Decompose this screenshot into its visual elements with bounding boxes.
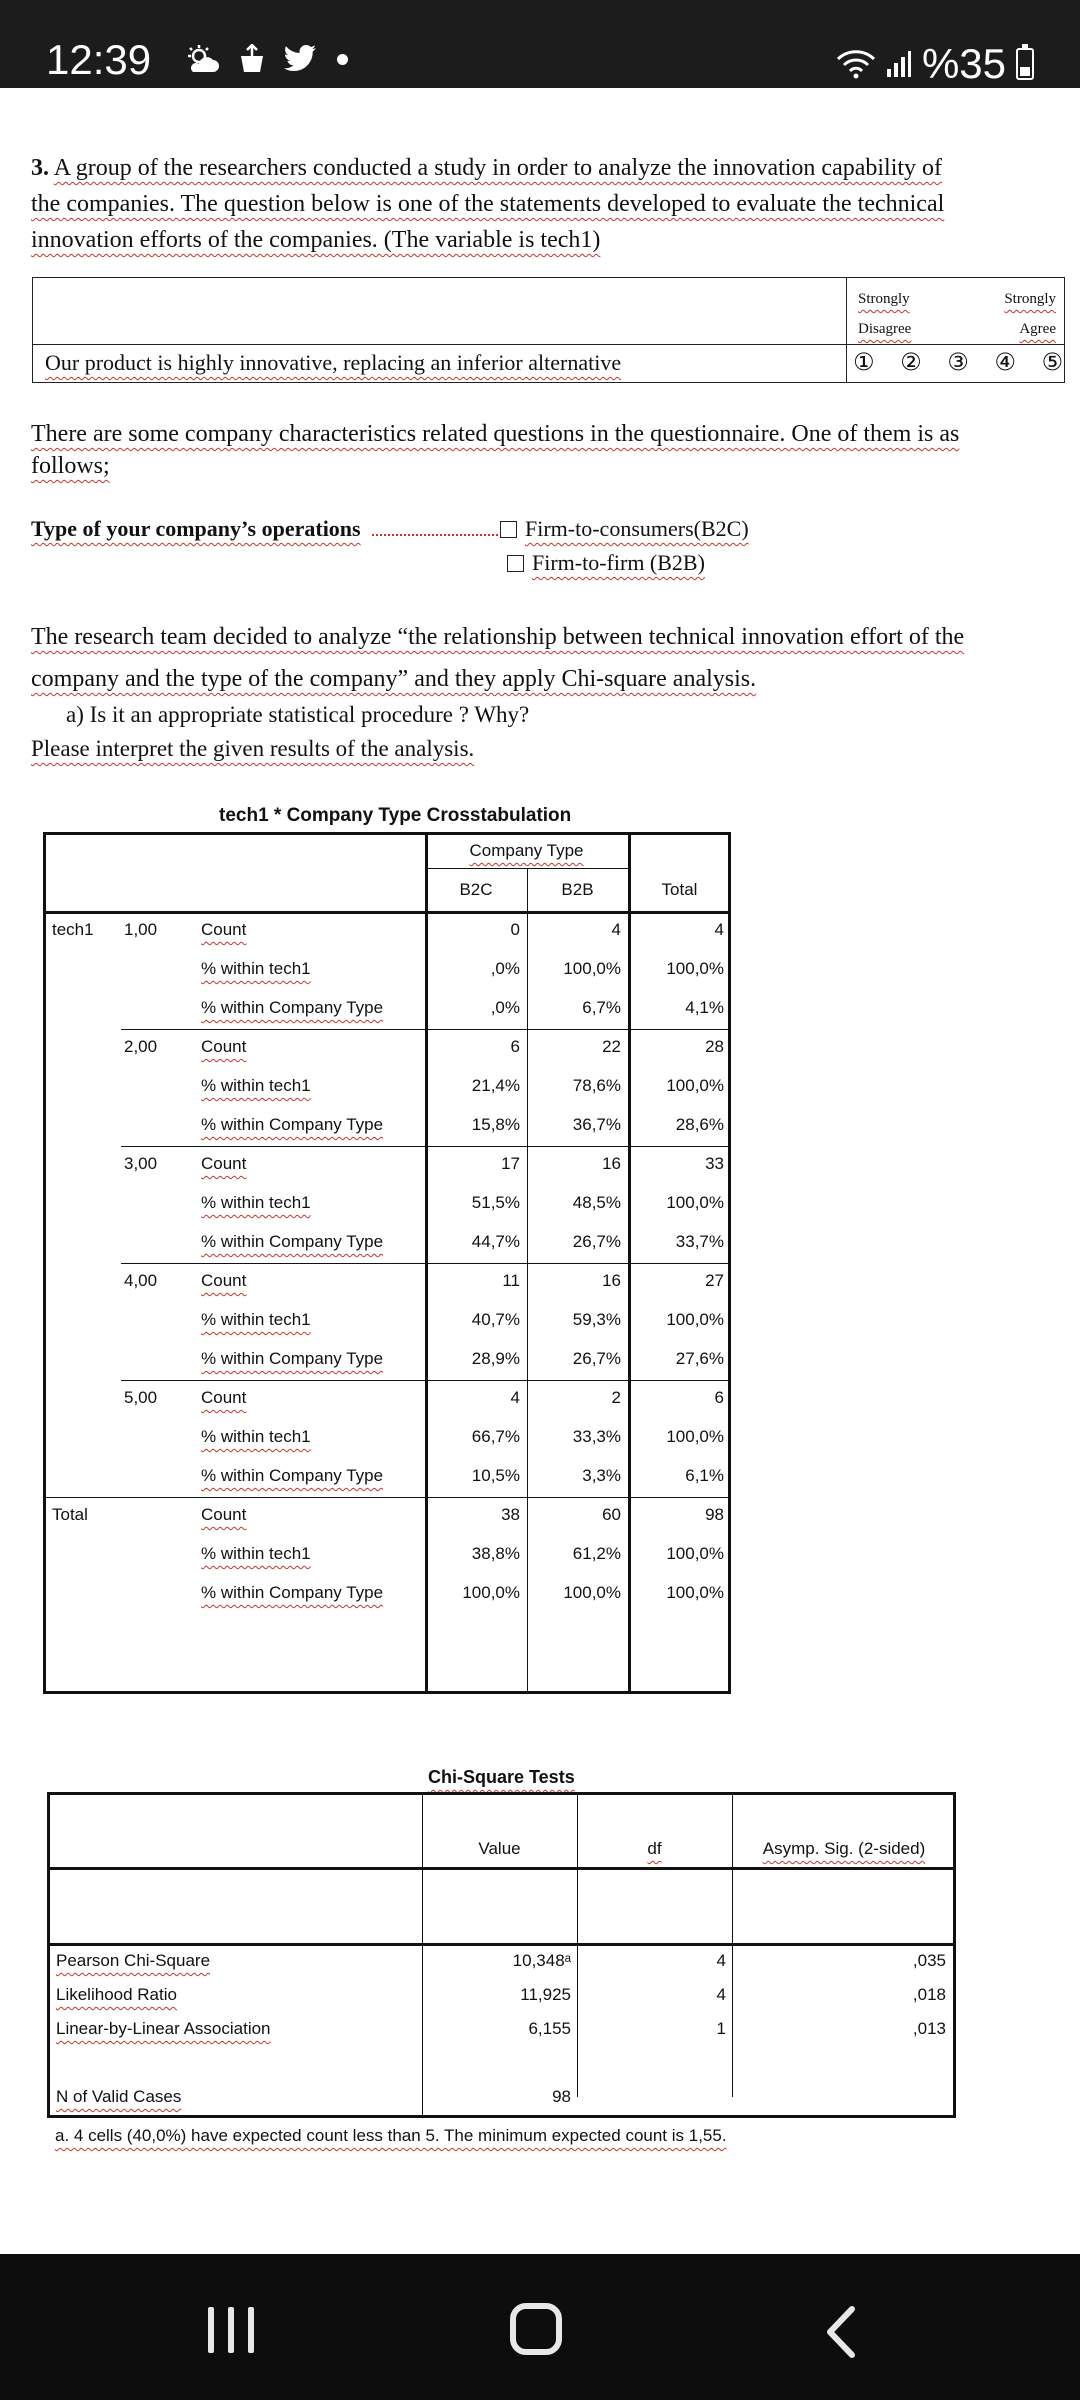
twitter-icon [283,45,317,73]
b2b-value: 33,3% [572,1427,621,1446]
signal-icon [886,49,912,79]
b2c-value: 21,4% [471,1076,520,1095]
back-button[interactable] [826,2306,856,2358]
total-value: 100,0% [666,1583,724,1602]
home-button[interactable] [510,2303,562,2355]
chi-square-table [47,1792,956,2118]
operations-label: Type of your company’s operations [31,516,361,541]
total-value: 33 [705,1154,724,1173]
stat-label: % within Company Type [201,1349,384,1368]
total-value: 100,0% [666,1310,724,1329]
b2c-value: 100,0% [462,1583,520,1602]
total-value: 33,7% [675,1232,724,1251]
b2b-value: 100,0% [563,1583,621,1602]
option-b2c-label: Firm-to-consumers(B2C) [525,516,749,541]
level-label: 1,00 [124,920,158,939]
stat-label: % within Company Type [201,1466,384,1485]
wifi-icon [836,49,876,79]
b2b-value: 4 [611,920,621,939]
n-valid-label: N of Valid Cases [56,2087,182,2106]
chi-square-title: Chi-Square Tests [428,1767,575,1787]
stat-label: Count [201,920,247,939]
navigation-bar [0,2254,1080,2400]
question-text: A group of the researchers conducted a study in order to analyze the innovation capability of the companies. The question below is one of the statements developed to evaluate the technical innovation efforts of the companies. (The variable is tech1) [31,155,945,253]
total-value: 28,6% [675,1115,724,1134]
scale-point-4: ④ [994,348,1016,376]
col-df-header: df [647,1839,662,1858]
test-df: 1 [716,2019,726,2038]
research-paragraph: The research team decided to analyze “the relationship between technical innovation effort of the company and the type of the company” and they apply Chi-square analysis. [31,624,965,692]
checkbox-b2c[interactable] [500,521,517,538]
total-value: 100,0% [666,1193,724,1212]
total-value: 4,1% [685,998,724,1017]
likert-statement: Our product is highly innovative, replacing an inferior alternative [45,350,622,375]
b2c-value: ,0% [490,959,520,978]
tech1-label: tech1 [52,920,94,939]
stat-label: % within Company Type [201,1232,384,1251]
battery-percent: %35 [921,40,1006,87]
total-value: 6,1% [685,1466,724,1485]
b2c-value: 4 [510,1388,520,1407]
stat-label: Count [201,1271,247,1290]
likert-item-table [32,277,1065,383]
b2b-value: 100,0% [563,959,621,978]
stat-label: % within Company Type [201,998,384,1017]
b2b-value: 59,3% [572,1310,621,1329]
stat-label: % within tech1 [201,1193,311,1212]
stat-label: Count [201,1388,247,1407]
total-value: 27,6% [675,1349,724,1368]
test-df: 4 [716,1951,726,1970]
test-value: 10,348ᵃ [512,1951,571,1970]
stat-label: % within Company Type [201,1583,384,1602]
total-value: 6 [714,1388,724,1407]
total-value: 100,0% [666,1544,724,1563]
stat-label: % within tech1 [201,1427,311,1446]
scale-point-3: ③ [947,348,969,376]
crosstab-table [43,832,731,1694]
total-value: 100,0% [666,959,724,978]
b2c-value: 17 [501,1154,520,1173]
status-system-icons [836,40,1034,88]
weather-icon [185,44,221,74]
likert-low-label: Strongly Disagree [858,291,912,337]
col-value-header: Value [478,1839,521,1858]
company-type-header: Company Type [469,841,584,860]
stat-label: Count [201,1037,247,1056]
test-label: Linear-by-Linear Association [56,2019,271,2038]
b2c-value: 38,8% [471,1544,520,1563]
b2c-value: 38 [501,1505,520,1524]
b2b-value: 78,6% [572,1076,621,1095]
b2c-value: 11 [502,1271,520,1290]
test-sig: ,035 [912,1951,946,1970]
test-value: 11,925 [520,1985,571,2004]
stat-label: % within tech1 [201,1076,311,1095]
question-number: 3. [31,155,49,181]
total-value: 4 [714,920,724,939]
interpret-instruction: Please interpret the given results of the analysis. [31,736,475,761]
b2c-value: 15,8% [471,1115,520,1134]
total-value: 100,0% [666,1427,724,1446]
b2b-value: 26,7% [572,1232,621,1251]
test-sig: ,013 [912,2019,946,2038]
stat-label: % within Company Type [201,1115,384,1134]
b2b-value: 16 [602,1271,621,1290]
b2b-value: 3,3% [582,1466,621,1485]
b2b-value: 2 [611,1388,621,1407]
crosstab-title: tech1 * Company Type Crosstabulation [219,805,572,826]
document-page[interactable] [0,88,1080,2254]
b2b-value: 22 [602,1037,621,1056]
total-value: 27 [705,1271,724,1290]
total-value: 100,0% [666,1076,724,1095]
b2b-value: 6,7% [582,998,621,1017]
option-b2b-label: Firm-to-firm (B2B) [532,550,705,575]
total-value: 28 [705,1037,724,1056]
total-value: 98 [705,1505,724,1524]
b2c-value: 6 [510,1037,520,1056]
status-bar [0,0,1080,88]
status-notification-icons [185,44,348,74]
b2c-value: 28,9% [471,1349,520,1368]
test-label: Pearson Chi-Square [56,1951,211,1970]
scale-point-1: ① [853,348,875,376]
b2c-value: 40,7% [471,1310,520,1329]
test-value: 6,155 [528,2019,571,2038]
question-paragraph [31,150,971,258]
likert-scale [853,348,1063,376]
battery-icon [1016,48,1034,80]
characteristics-paragraph: There are some company characteristics related questions in the questionnaire. One of them is as follows; [31,421,960,479]
b2c-value: 44,7% [471,1232,520,1251]
chi-square-footnote: a. 4 cells (40,0%) have expected count less than 5. The minimum expected count is 1,55. [55,2126,727,2145]
scale-point-2: ② [900,348,922,376]
operations-leader-dots [372,534,498,536]
stat-label: Count [201,1505,247,1524]
test-label: Likelihood Ratio [56,1985,177,2004]
test-df: 4 [716,1985,726,2004]
question-a: a) Is it an appropriate statistical procedure ? Why? [66,702,530,727]
b2b-value: 36,7% [572,1115,621,1134]
b2b-value: 48,5% [572,1193,621,1212]
n-valid-value: 98 [552,2087,571,2106]
scale-point-5: ⑤ [1041,348,1063,376]
col-b2b-header: B2B [561,880,594,899]
b2b-value: 16 [602,1154,621,1173]
b2c-value: 0 [510,920,520,939]
b2b-value: 60 [602,1505,621,1524]
option-b2b[interactable] [507,550,705,576]
level-label: 3,00 [124,1154,158,1173]
status-time: 12:39 [46,36,152,83]
likert-high-label: Strongly Agree [1004,291,1056,337]
cloud-upload-icon [235,44,269,74]
col-b2c-header: B2C [459,880,493,899]
recents-button[interactable] [208,2307,254,2353]
b2c-value: 51,5% [471,1193,520,1212]
stat-label: % within tech1 [201,1544,311,1563]
b2c-value: 66,7% [471,1427,520,1446]
b2b-value: 61,2% [572,1544,621,1563]
col-total-header: Total [661,880,698,899]
b2c-value: ,0% [490,998,520,1017]
level-label: 5,00 [124,1388,158,1407]
option-b2c[interactable] [500,516,749,542]
checkbox-b2b[interactable] [507,555,524,572]
test-sig: ,018 [912,1985,946,2004]
stat-label: % within tech1 [201,1310,311,1329]
level-label: 2,00 [124,1037,158,1056]
stat-label: % within tech1 [201,959,311,978]
b2c-value: 10,5% [471,1466,520,1485]
b2b-value: 26,7% [572,1349,621,1368]
level-label: 4,00 [124,1271,158,1290]
col-sig-header: Asymp. Sig. (2-sided) [762,1839,926,1858]
notification-dot [337,54,348,65]
stat-label: Count [201,1154,247,1173]
total-row-label: Total [52,1505,88,1524]
